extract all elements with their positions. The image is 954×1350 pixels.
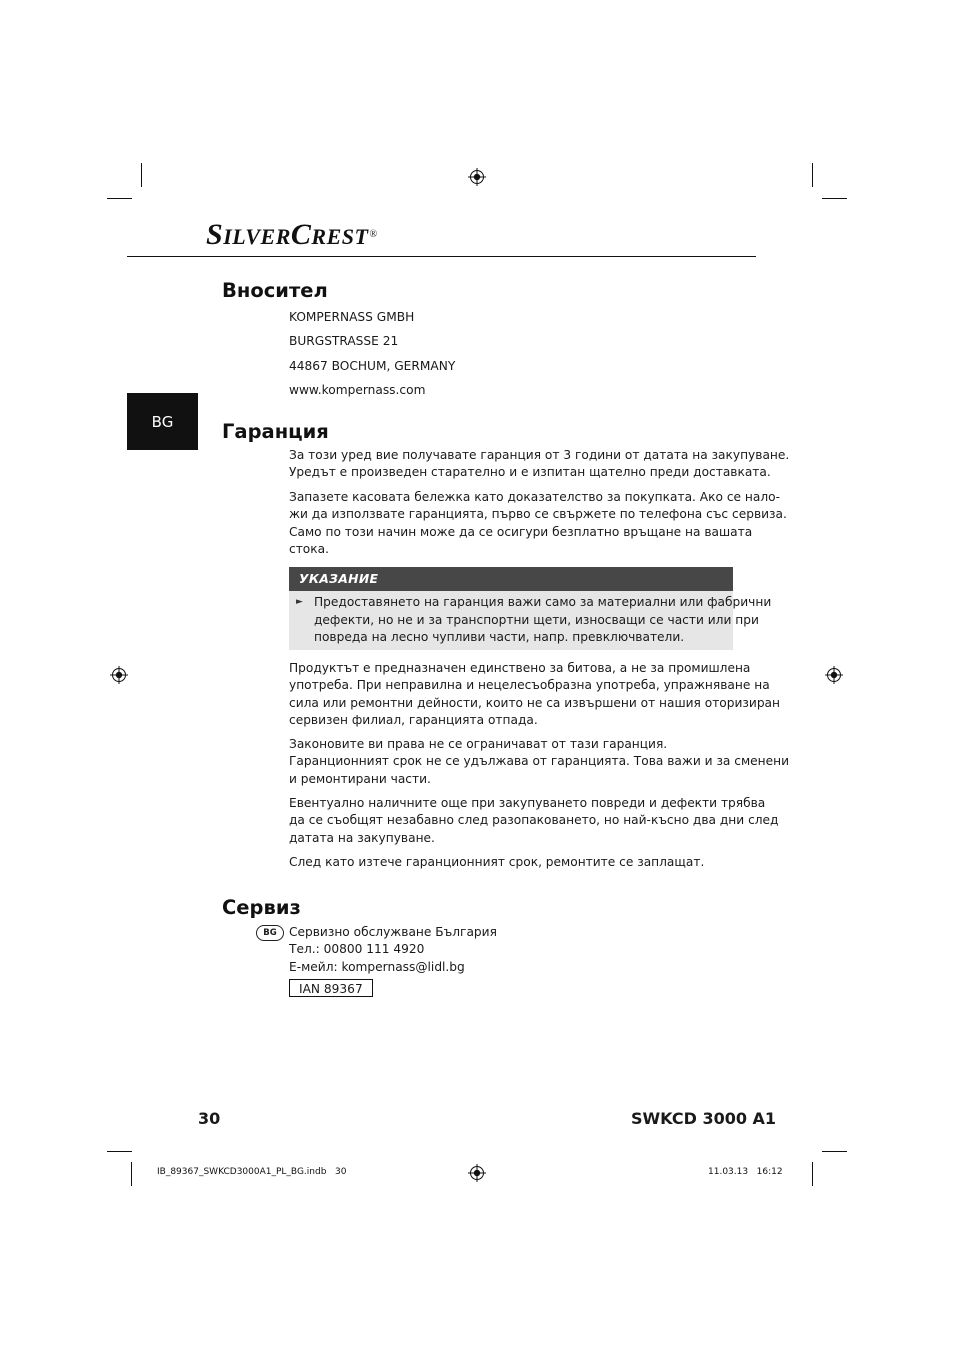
text-line: Гаранционният срок не се удължава от гаранцията. Това важи и за сменени bbox=[289, 754, 790, 769]
importer-heading: Вносител bbox=[222, 279, 328, 302]
text-line: Запазете касовата бележка като доказателство за покупката. Ако се нало- bbox=[289, 490, 780, 504]
language-tab: BG bbox=[127, 393, 198, 450]
warranty-paragraph bbox=[289, 660, 780, 730]
country-badge: BG bbox=[256, 925, 284, 941]
note-title: УКАЗАНИЕ bbox=[289, 567, 733, 591]
warranty-paragraph bbox=[289, 795, 778, 847]
service-phone: Тел.: 00800 111 4920 bbox=[289, 942, 425, 957]
silvercrest-logo: SILVERCREST® bbox=[206, 218, 378, 251]
registration-mark-icon bbox=[825, 666, 843, 684]
website-link[interactable]: www.kompernass.com bbox=[289, 382, 426, 397]
text-line: и ремонтирани части. bbox=[289, 771, 431, 786]
warranty-paragraph bbox=[289, 447, 789, 482]
text-line: дефекти, но не и за транспортни щети, износващи се части или при bbox=[314, 612, 759, 627]
text-line: датата на закупуване. bbox=[289, 830, 435, 845]
crop-mark bbox=[131, 1162, 132, 1186]
crop-mark bbox=[822, 198, 847, 199]
text-line: повреда на лесно чупливи части, напр. превключватели. bbox=[314, 630, 685, 645]
crop-mark bbox=[107, 198, 132, 199]
ian-box: IAN 89367 bbox=[289, 979, 373, 997]
service-contact bbox=[289, 924, 497, 976]
bullet-arrow-icon: ► bbox=[296, 597, 303, 607]
service-name: Сервизно обслужване България bbox=[289, 925, 497, 939]
text-line: Законовите ви права не се ограничават от тази гаранция. bbox=[289, 737, 668, 751]
text-line: сервизен филиал, гаранцията отпада. bbox=[289, 713, 538, 728]
text-line: употреба. При неправилна и нецелесъобразна употреба, упражняване на bbox=[289, 678, 770, 693]
registration-mark-icon bbox=[468, 1164, 486, 1182]
importer-address bbox=[289, 305, 455, 402]
crop-mark bbox=[107, 1151, 132, 1152]
text-line: Предоставянето на гаранция важи само за материални или фабрични bbox=[314, 595, 772, 609]
text-line: След като изтече гаранционният срок, ремонтите се заплащат. bbox=[289, 855, 705, 869]
warranty-heading: Гаранция bbox=[222, 420, 329, 443]
text-line: жи да използвате гаранцията, първо се свържете по телефона със сервиза. bbox=[289, 507, 787, 522]
text-line: За този уред вие получавате гаранция от 3 години от датата на закупуване. bbox=[289, 448, 790, 462]
text-line: Уредът е произведен старателно и е изпитан щателно преди доставката. bbox=[289, 465, 771, 480]
text-line: сила или ремонтни дейности, които не са извършени от нашия оторизиран bbox=[289, 695, 780, 710]
warranty-paragraph bbox=[289, 854, 704, 871]
address-line: KOMPERNASS GMBH bbox=[289, 310, 415, 324]
note-box bbox=[289, 591, 772, 650]
text-line: Само по този начин може да се осигури безплатно връщане на вашата bbox=[289, 524, 753, 539]
service-email[interactable]: E-мейл: kompernass@lidl.bg bbox=[289, 959, 465, 974]
crop-mark bbox=[812, 1162, 813, 1186]
header-rule bbox=[127, 256, 756, 257]
registration-mark-icon bbox=[468, 168, 486, 186]
print-slug-file: IB_89367_SWKCD3000A1_PL_BG.indb 30 bbox=[157, 1167, 347, 1177]
address-line: BURGSTRASSE 21 bbox=[289, 334, 399, 349]
warranty-paragraph bbox=[289, 736, 789, 788]
text-line: стока. bbox=[289, 542, 329, 557]
crop-mark bbox=[812, 163, 813, 187]
page-number: 30 bbox=[198, 1109, 221, 1128]
crop-mark bbox=[141, 163, 142, 187]
warranty-paragraph bbox=[289, 489, 787, 559]
text-line: Продуктът е предназначен единствено за битова, а не за промишлена bbox=[289, 661, 751, 675]
crop-mark bbox=[822, 1151, 847, 1152]
model-number: SWKCD 3000 A1 bbox=[631, 1109, 777, 1128]
note-text bbox=[314, 594, 771, 647]
text-line: да се съобщят незабавно след разопаковането, но най-късно два дни след bbox=[289, 813, 779, 828]
text-line: Евентуално наличните още при закупуването повреди и дефекти трябва bbox=[289, 796, 766, 810]
service-heading: Сервиз bbox=[222, 896, 301, 919]
registration-mark-icon bbox=[110, 666, 128, 684]
address-line: 44867 BOCHUM, GERMANY bbox=[289, 358, 456, 373]
print-slug-date: 11.03.13 16:12 bbox=[708, 1167, 783, 1177]
